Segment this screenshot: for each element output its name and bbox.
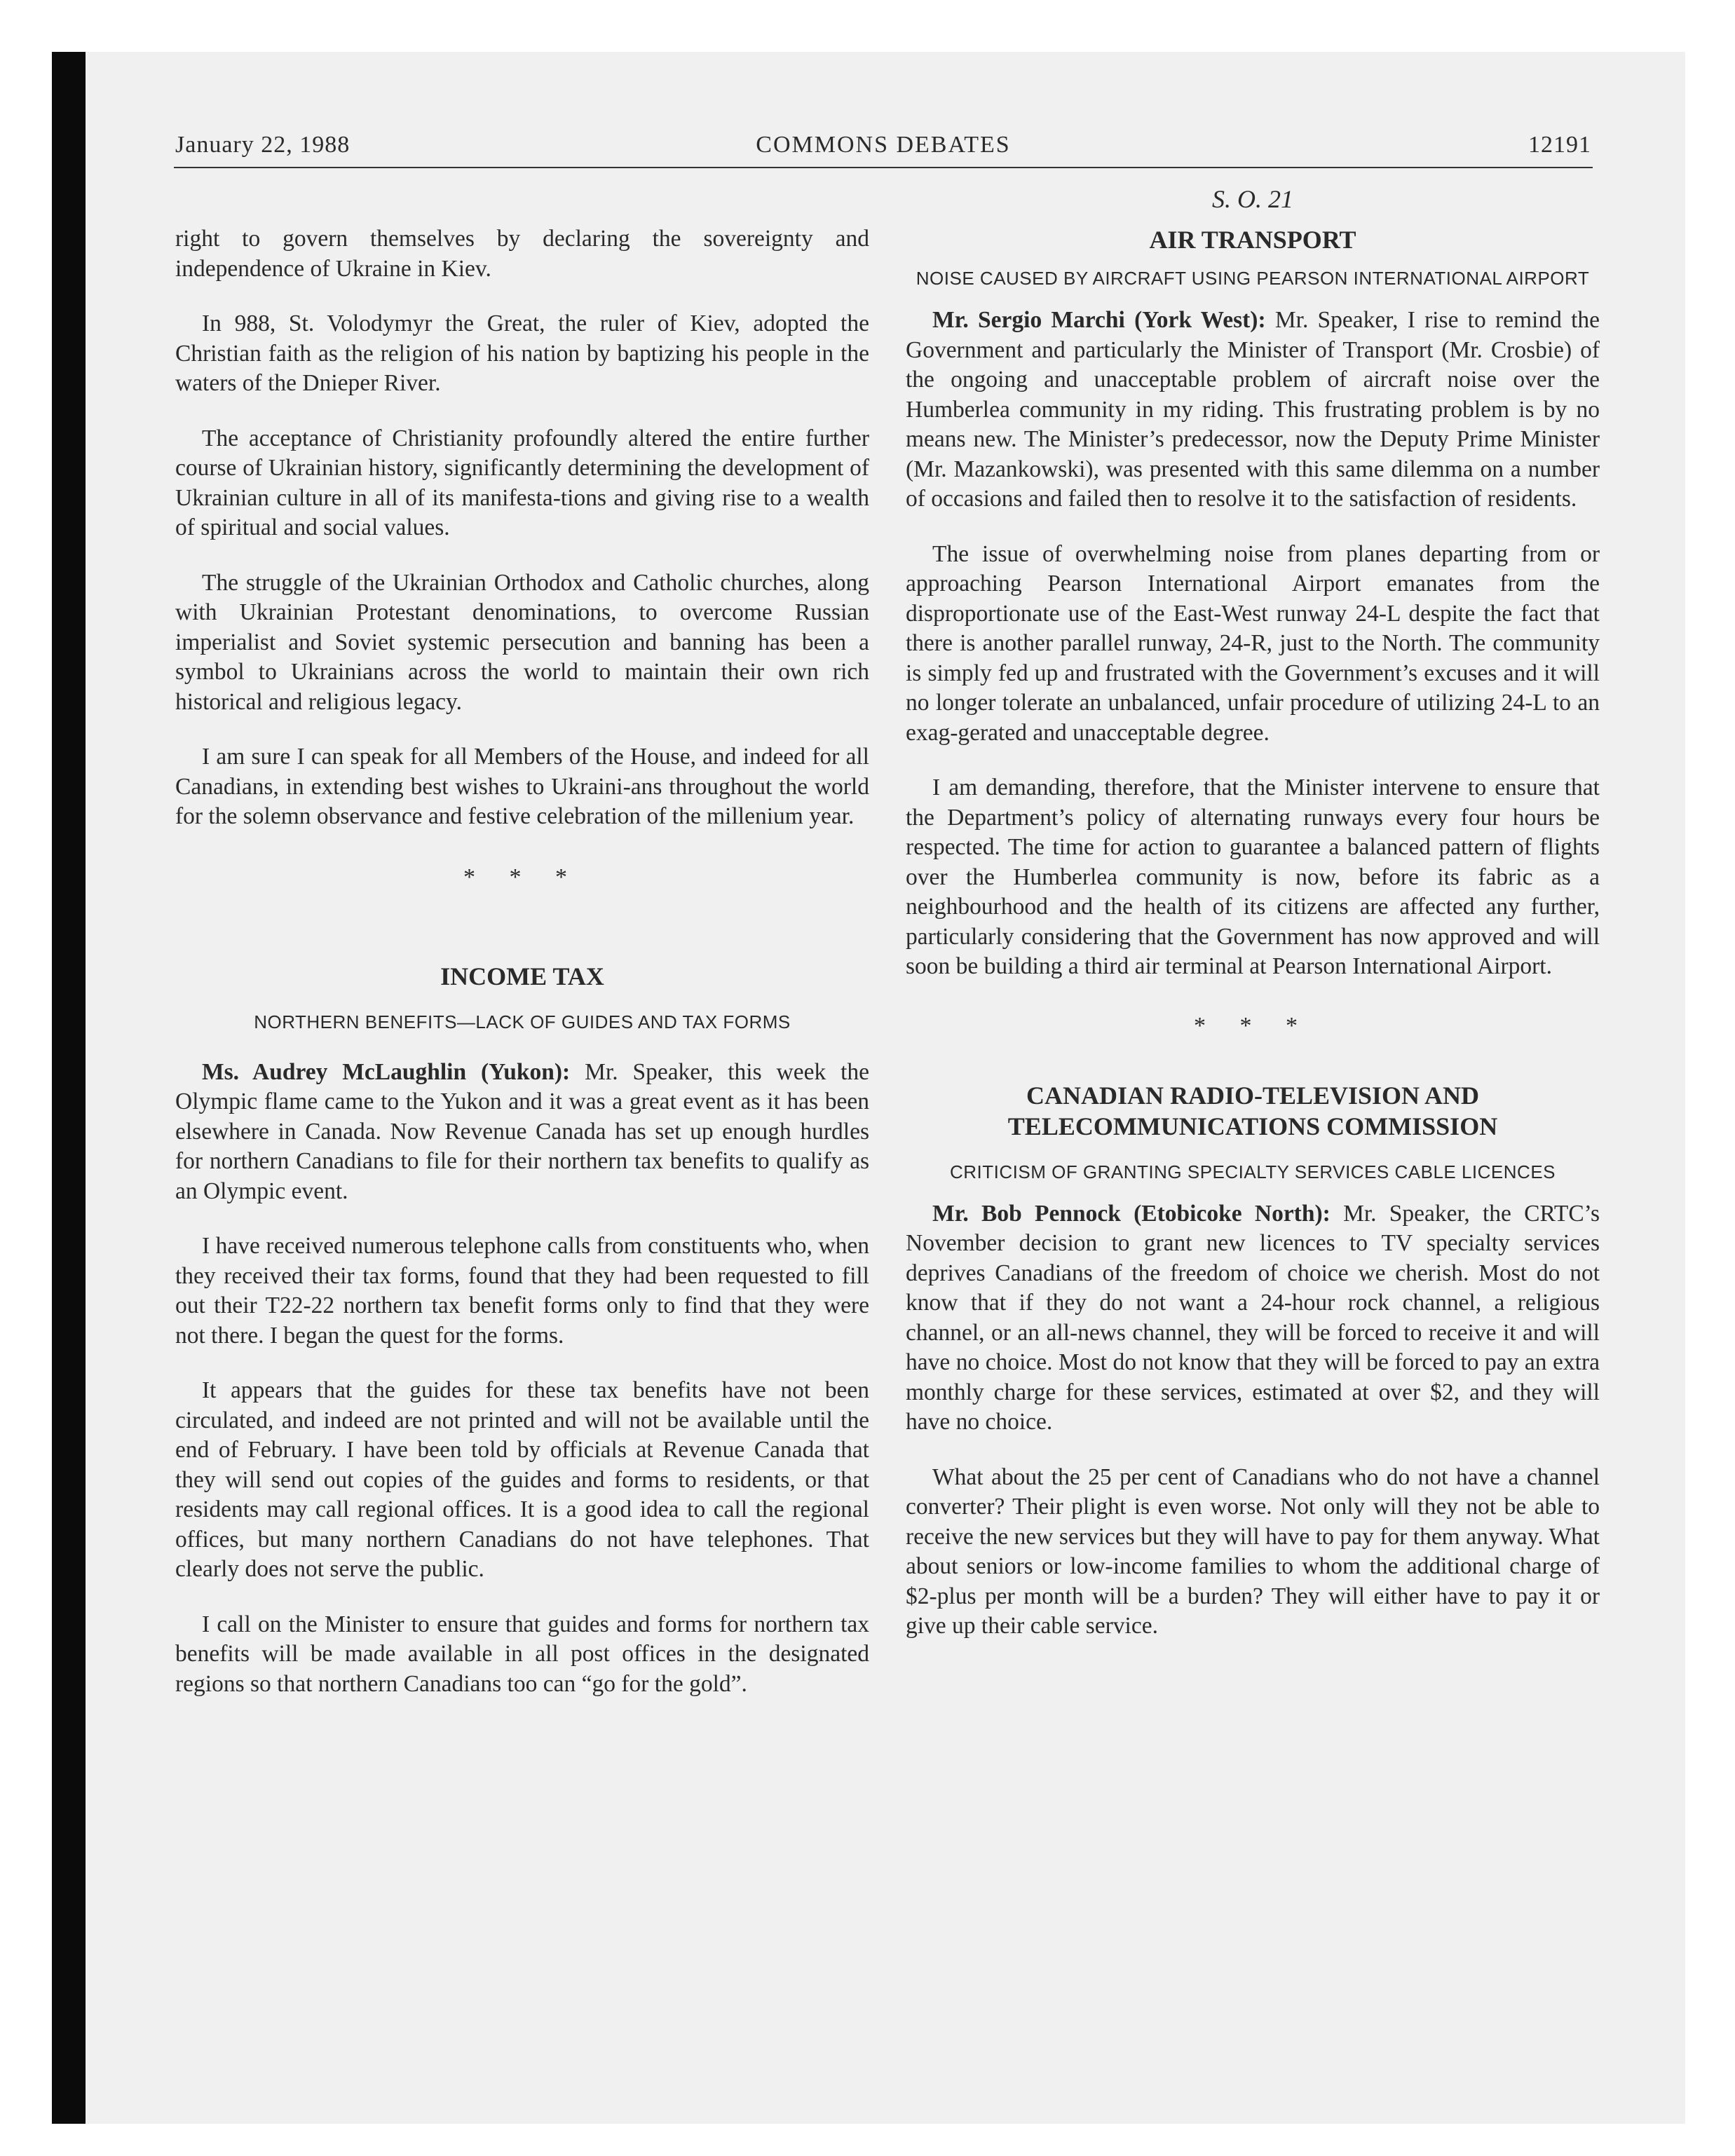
paragraph: right to govern themselves by declaring the sovereignty and independence of Ukraine in Kiev. (175, 226, 869, 282)
scan-edge-strip (52, 52, 86, 2124)
speech-paragraph (906, 1199, 1600, 1438)
section-separator: * * * (463, 864, 581, 890)
section-heading: CANADIAN RADIO-TELEVISION AND TELECOMMUNICATIONS COMMISSION (1007, 1081, 1498, 1140)
left-column (175, 224, 869, 1724)
header-title: COMMONS DEBATES (756, 132, 1011, 158)
paragraph: The acceptance of Christianity profoundly altered the entire further course of Ukrainian history, significantly determining the development of Ukrainian culture in all of its manifesta-tions and giving rise to a wealth of spiritual and social values. (175, 425, 869, 540)
paragraph: I am demanding, therefore, that the Minister intervene to ensure that the Department’s policy of alternating runways every four hours be respected. The time for action to guarantee a balanced pattern of flights over the Humberlea community is now, before its fabric as a neighbourhood and the health of its citizens are affected any further, particularly considering that the Government has now approved and will soon be building a third air terminal at Pearson International Airport. (906, 775, 1600, 979)
paragraph: It appears that the guides for these tax benefits have not been circulated, and indeed are not printed and will not be available until the end of February. I have been told by officials at Revenue Canada that they will send out copies of the guides and forms to residents, or that residents may call regional offices. It is a good idea to call the regional offices, but many northern Canadians do not have telephones. That clearly does not serve the public. (175, 1377, 869, 1582)
paragraph: I am sure I can speak for all Members of the House, and indeed for all Canadians, in extending best wishes to Ukraini-ans throughout the world for the solemn observance and festive celebration of the millenium year. (175, 744, 869, 829)
paragraph: I call on the Minister to ensure that guides and forms for northern tax benefits will be made available in all post offices in the designated regions so that northern Canadians too can “go for the gold”. (175, 1611, 869, 1697)
section-subheading: CRITICISM OF GRANTING SPECIALTY SERVICES CABLE LICENCES (949, 1161, 1556, 1182)
section-subheading: NOISE CAUSED BY AIRCRAFT USING PEARSON INTERNATIONAL AIRPORT (916, 268, 1590, 289)
right-column (906, 184, 1600, 1667)
section-separator: * * * (1194, 1012, 1312, 1039)
standing-order-label: S. O. 21 (1212, 185, 1293, 213)
speaker-name: Mr. Bob Pennock (Etobicoke North): (932, 1200, 1331, 1227)
section-heading: INCOME TAX (440, 962, 604, 990)
speaker-name: Ms. Audrey McLaughlin (Yukon): (202, 1058, 571, 1085)
speech-text: Mr. Speaker, I rise to remind the Government and particularly the Minister of Transport (Mr. Crosbie) of the ongoing and unacceptable problem of aircraft noise over the Humberlea community in my riding. This frustrating problem is by no means new. The Minister’s predecessor, now the Deputy Prime Minister (Mr. Mazankowski), was presented with this same dilemma on a number of occasions and failed then to resolve it to the satisfaction of residents. (906, 307, 1600, 512)
running-header (175, 132, 1591, 167)
section-subheading: NORTHERN BENEFITS—LACK OF GUIDES AND TAX FORMS (254, 1011, 791, 1032)
speech-text: Mr. Speaker, the CRTC’s November decision to grant new licences to TV specialty services deprives Canadians of the freedom of choice we cherish. Most do not know that if they do not want a 24-hour rock channel, a religious channel, or an all-news channel, they will be forced to receive it and will have no choice. Most do not know that they will be forced to pay an extra monthly charge for these services, estimated at over $2, and they will have no choice. (906, 1200, 1600, 1435)
header-page-number: 12191 (1528, 132, 1591, 158)
header-date: January 22, 1988 (175, 132, 351, 158)
speech-text: Mr. Speaker, this week the Olympic flame came to the Yukon and it was a great event as it has been elsewhere in Canada. Now Revenue Canada has set up enough hurdles for northern Canadians to file for their northern tax benefits to qualify as an Olympic event. (175, 1058, 869, 1204)
paragraph: What about the 25 per cent of Canadians who do not have a channel converter? Their plight is even worse. Not only will they not be able to receive the new services but they will have to pay for them anyway. What about seniors or low-income families to whom the additional charge of $2-plus per month will be a burden? They will either have to pay it or give up their cable service. (906, 1464, 1600, 1639)
section-heading: AIR TRANSPORT (1149, 226, 1356, 254)
paragraph: The issue of overwhelming noise from planes departing from or approaching Pearson International Airport emanates from the disproportionate use of the East-West runway 24-L despite the fact that there is another parallel runway, 24-R, just to the North. The community is simply fed up and frustrated with the Government’s excuses and it will no longer tolerate an unbalanced, unfair procedure of utilizing 24-L to an exag-gerated and unacceptable degree. (906, 540, 1600, 746)
header-rule (174, 167, 1593, 168)
speaker-name: Mr. Sergio Marchi (York West): (932, 307, 1266, 333)
speech-paragraph (175, 1058, 869, 1207)
paragraph: I have received numerous telephone calls from constituents who, when they received their tax forms, found that they had been requested to fill out their T22-22 northern tax benefit forms only to find that they were not there. I began the quest for the forms. (175, 1233, 869, 1349)
paragraph: In 988, St. Volodymyr the Great, the ruler of Kiev, adopted the Christian faith as the religion of his nation by baptizing his people in the waters of the Dnieper River. (175, 311, 869, 396)
paragraph: The struggle of the Ukrainian Orthodox and Catholic churches, along with Ukrainian Protestant denominations, to overcome Russian imperialist and Soviet systemic persecution and banning has been a symbol to Ukrainians across the world to maintain their own rich historical and religious legacy. (175, 569, 869, 715)
speech-paragraph (906, 306, 1600, 514)
